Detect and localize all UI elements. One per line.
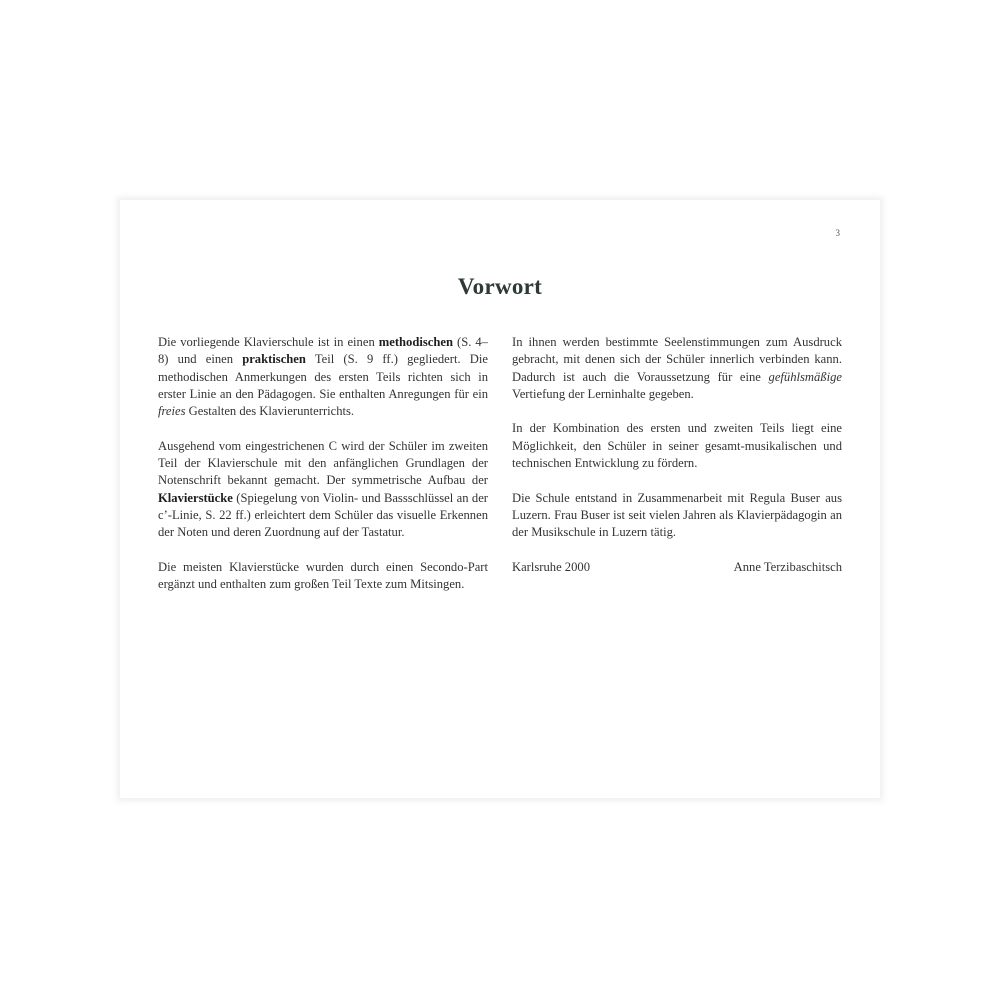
right-column [512,334,842,576]
page-number: 3 [835,228,840,238]
author-name: Anne Terzibaschitsch [733,559,842,574]
text-run: Teil (S. 9 ff.) gegliedert. Die methodischen Anmerkungen des ersten Teils richten sich in erster Linie an den Pädagogen. Sie enthalten Anregungen für ein [158,352,488,401]
text-run: Gestalten des Klavierunterrichts. [185,404,355,419]
page-title: Vorwort [457,274,543,299]
bold-term-praktisch: praktischen [242,352,306,367]
signature-line [512,559,842,576]
bold-term-klavierstuecke: Klavierstücke [158,490,233,505]
expression-paragraph [512,334,842,403]
left-column [158,334,488,611]
text-run: Ausgehend vom eingestrichenen C wird der Schüler im zweiten Teil der Klavierschule mit den anfänglichen Grundlagen der Notenschrift bekannt gemacht. Der symmetrische Aufbau der [158,438,488,488]
text-run: (S. 4–8) und einen [158,335,488,367]
second-part-paragraph [158,438,488,542]
italic-term-freies: freies [158,404,186,419]
place-date: Karlsruhe 2000 [512,559,590,574]
text-run: Vertiefung der Lerninhalte gegeben. [512,386,694,401]
collaboration-paragraph: Die Schule entstand in Zusammenarbeit mit Regula Buser aus Luzern. Frau Buser ist seit vielen Jahren als Klavierpädagogin an der Musikschule in Luzern tätig. [512,490,842,540]
intro-paragraph [158,334,488,420]
italic-term-gefuehlsmaessige: gefühlsmäßige [768,369,842,384]
document-page [120,200,880,798]
secondo-paragraph: Die meisten Klavierstücke wurden durch einen Secondo-Part ergänzt und enthalten zum großen Teil Texte zum Mitsingen. [158,559,488,592]
text-run: In ihnen werden bestimmte Seelenstimmungen zum Ausdruck gebracht, mit denen sich der Schüler innerlich verbinden kann. Dadurch ist auch die Voraussetzung für eine [512,335,842,384]
combination-paragraph: In der Kombination des ersten und zweiten Teils liegt eine Möglichkeit, den Schüler in seiner gesamt-musikalischen und technischen Entwicklung zu fördern. [512,421,842,471]
text-run: (Spiegelung von Violin- und Bassschlüssel an der c’-Linie, S. 22 ff.) erleichtert dem Schüler das visuelle Erkennen der Noten und deren Zuordnung auf der Tastatur. [158,490,488,540]
bold-term-methodisch: methodischen [378,335,453,349]
text-run: Die vorliegende Klavierschule ist in einen [158,335,379,349]
